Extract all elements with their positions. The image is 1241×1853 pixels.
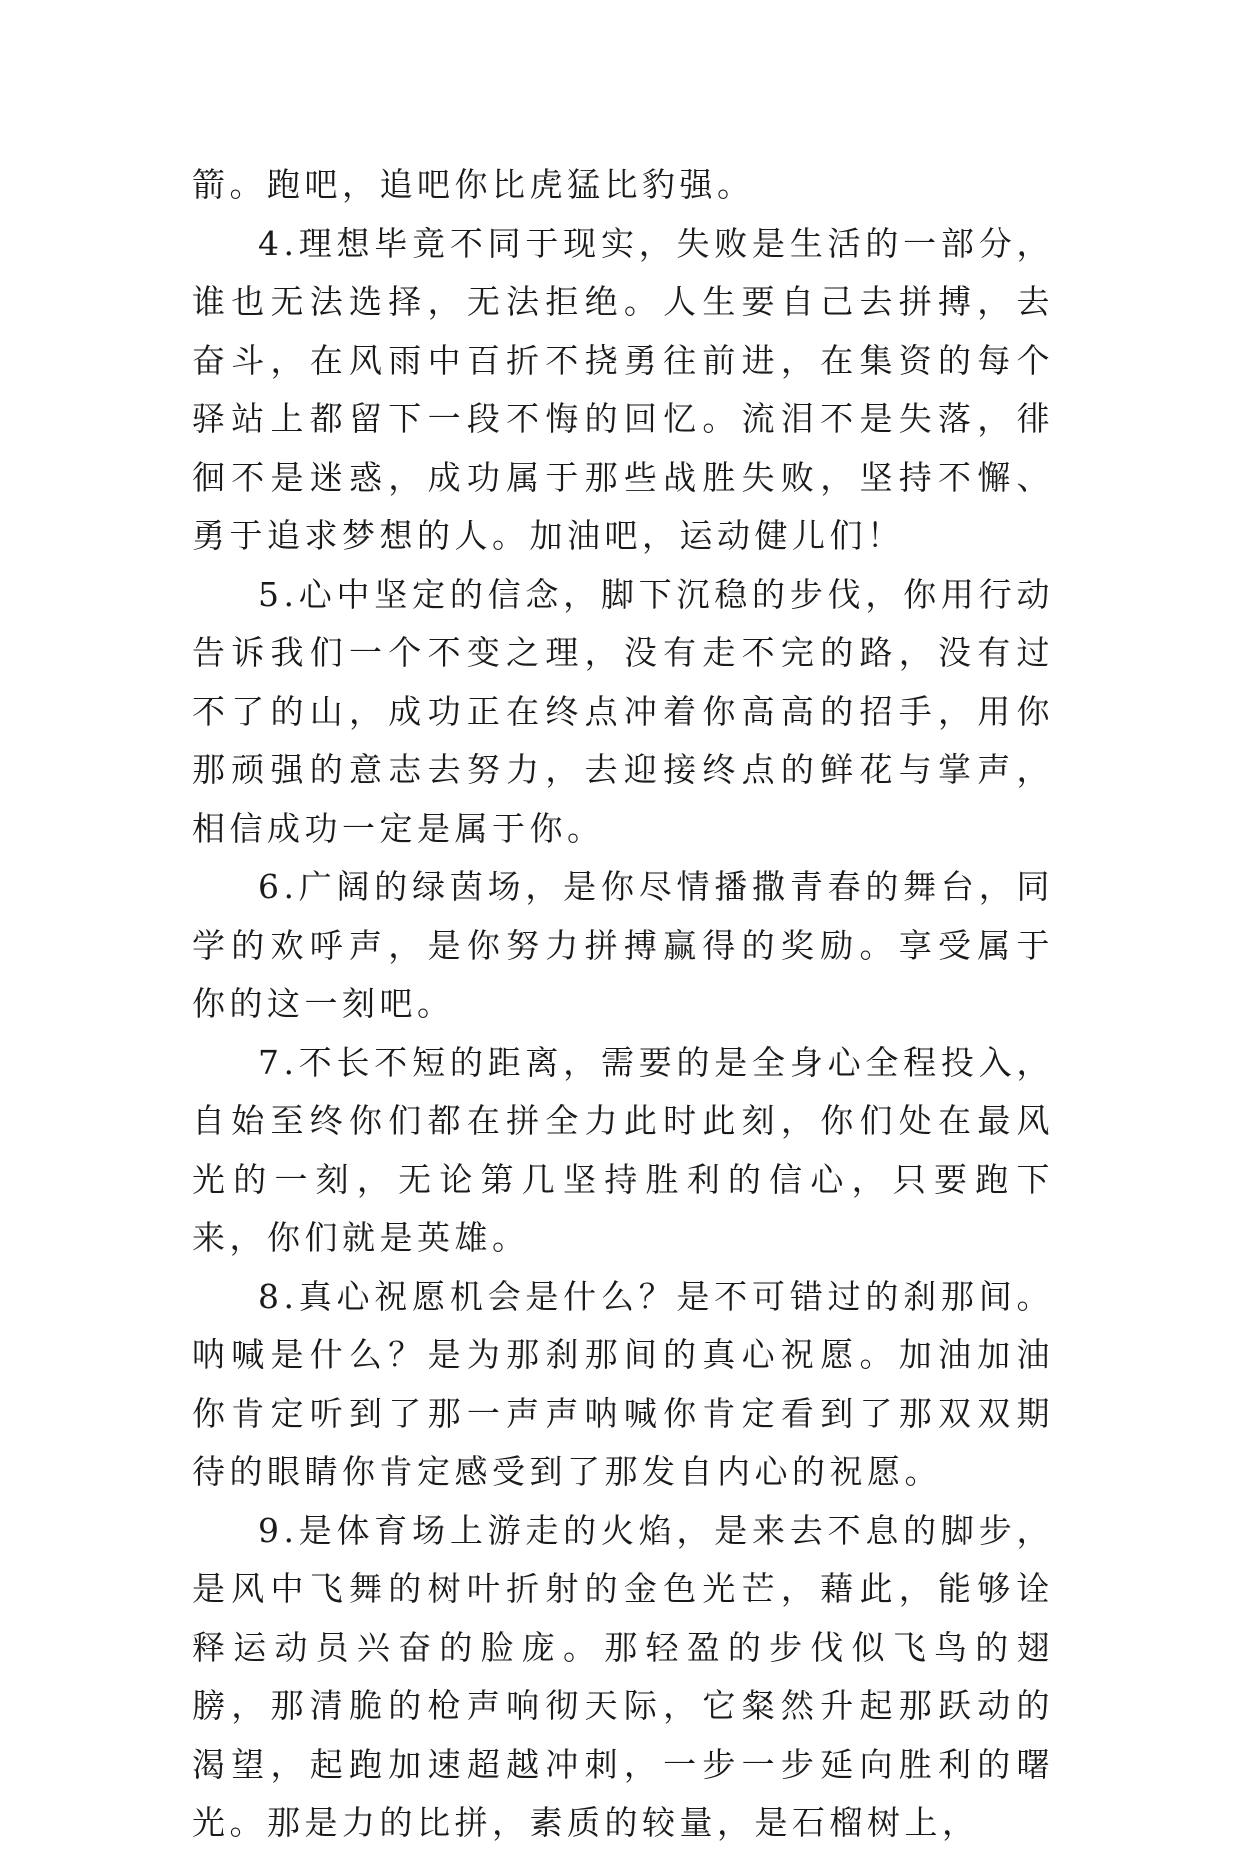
paragraph-continuation: 箭。跑吧，追吧你比虎猛比豹强。 <box>192 165 755 204</box>
document-body <box>192 156 1054 1853</box>
paragraph-8: 8.真心祝愿机会是什么？是不可错过的刹那间。呐喊是什么？是为那刹那间的真心祝愿。加油加油你肯定听到了那一声声呐喊你肯定看到了那双双期待的眼睛你肯定感受到了那发自内心的祝愿。 <box>192 1276 1054 1491</box>
paragraph-4: 4.理想毕竟不同于现实，失败是生活的一部分，谁也无法选择，无法拒绝。人生要自己去拼搏，去奋斗，在风雨中百折不挠勇往前进，在集资的每个驿站上都留下一段不悔的回忆。流泪不是失落，徘徊不是迷惑，成功属于那些战胜失败，坚持不懈、勇于追求梦想的人。加油吧，运动健儿们！ <box>192 223 1054 555</box>
paragraph-9: 9.是体育场上游走的火焰，是来去不息的脚步，是风中飞舞的树叶折射的金色光芒，藉此，能够诠释运动员兴奋的脸庞。那轻盈的步伐似飞鸟的翅膀，那清脆的枪声响彻天际，它粲然升起那跃动的渴望，起跑加速超越冲刺，一步一步延向胜利的曙光。那是力的比拼，素质的较量，是石榴树上， <box>192 1510 1054 1842</box>
paragraph-7: 7.不长不短的距离，需要的是全身心全程投入，自始至终你们都在拼全力此时此刻，你们处在最风光的一刻，无论第几坚持胜利的信心，只要跑下来，你们就是英雄。 <box>192 1042 1054 1257</box>
paragraph-6: 6.广阔的绿茵场，是你尽情播撒青春的舞台，同学的欢呼声，是你努力拼搏赢得的奖励。享受属于你的这一刻吧。 <box>192 867 1054 1023</box>
paragraph-5: 5.心中坚定的信念，脚下沉稳的步伐，你用行动告诉我们一个不变之理，没有走不完的路，没有过不了的山，成功正在终点冲着你高高的招手，用你那顽强的意志去努力，去迎接终点的鲜花与掌声，相信成功一定是属于你。 <box>192 574 1054 848</box>
